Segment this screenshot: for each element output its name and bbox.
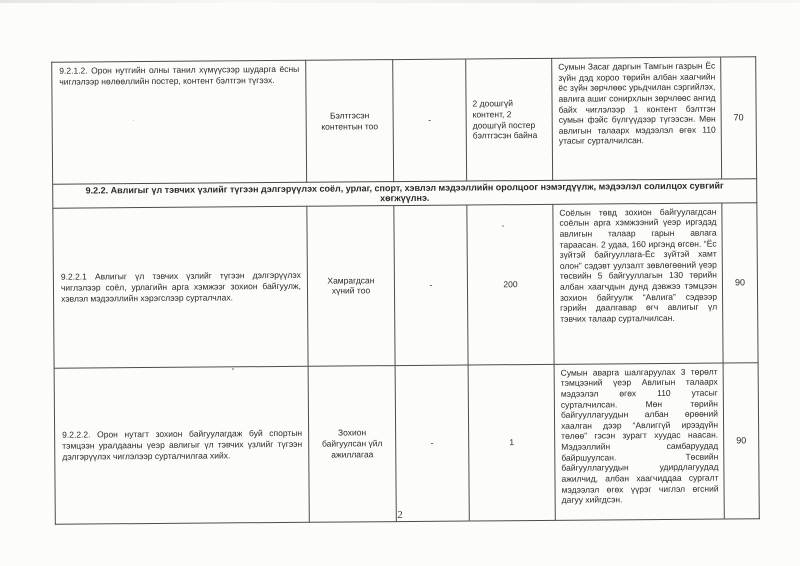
baseline-cell: - (393, 59, 467, 182)
score-cell: 90 (723, 362, 759, 518)
activity-cell: 9.2.2.2. Орон нутагт зохион байгуулагдаж буй спортын тэмцээн уралдааны үеэр авлигыг үл тэвчих үзлийг түгээн дэлгэрүүлэх чиглэлээр сурталчилгаа хийх. (54, 366, 309, 524)
indicator-cell: Бэлтгэсэн контентын тоо (306, 60, 394, 183)
scan-speck (232, 368, 234, 370)
section-header: 9.2.2. Авлигыг үл тэвчих үзлийг түгээн дэлгэрүүлэх соёл, урлаг, спорт, хэвлэл мэдээллийн оролцоог нэмэгдүүлж, мэдээлэл солилцох сувгийг хөгжүүлнэ. (53, 179, 757, 208)
result-cell: 1 (468, 364, 555, 521)
result-cell: 200 (467, 204, 554, 365)
baseline-cell: - (395, 365, 469, 522)
result-cell: 2 доошгүй контент, 2 доошгүй постер бэлтгэсэн байна (466, 58, 553, 181)
score-cell: 70 (721, 57, 757, 179)
performance-cell: Сумын Засаг даргын Тамгын газрын Ёс зүйн дэд хороо төрийн албан хаагчийн ёс зүйн зөрчлөөс урьдчилан сэргийлэх, авлига ашиг сонирхлын зөрчлөөс ангид байх чиглэлээр 1 контент бэлтгэн сумын фэйс бүлгүүдээр түгээсэн. Мөн авлигын талаарх мэдээлэл өгөх 110 утасыг сурталчилсан. (552, 57, 722, 180)
page-number: 2 (397, 509, 403, 521)
performance-table (51, 56, 760, 524)
activity-cell: 9.2.1.2. Орон нутгийн олны танил хүмүүсээр шударга ёсны чиглэлээр нөлөөллийн постер, контент бэлтгэн түгээх. (52, 60, 307, 184)
performance-cell: Соёлын төвд зохион байгуулагдсан соёлын арга хэмжээний үеэр иргэдэд авлигын талаар гарын авлага тараасан. 2 удаа, 160 иргэнд өгсөн. “Ёс зүйтэй байгууллага-Ёс зүйтэй хамт олон” сэдэвт уулзалт зөвлөгөөний үеэр төсвийн 5 байгууллагын 130 төрийн албан хаагчдын дунд дэвжээ тэмцээн зохион байгуулж “Авлига” сэдвээр гэрийн даалгавар өгч авлигыг үл тэвчих талаар сурталчилсан. (553, 203, 723, 364)
scan-artifact-top-edge (0, 0, 800, 3)
scan-speck (133, 120, 134, 121)
indicator-cell: Зохион байгуулсан үйл ажиллагаа (308, 365, 396, 522)
baseline-cell: - (394, 205, 468, 366)
table-row (54, 362, 759, 524)
activity-cell: 9.2.2.1 Авлигыг үл тэвчих үзлийг түгээн дэлгэрүүлэх чиглэлээр соёл, урлагийн арга хэмжээг зохион байгуулж, хэвлэл мэдээллийн хэрэгслээр сурталчлах. (53, 206, 308, 368)
indicator-cell: Хамрагдсан хүний тоо (307, 205, 395, 366)
scan-speck (502, 225, 504, 227)
table-row (53, 202, 758, 368)
performance-table-wrap (51, 56, 759, 524)
score-cell: 90 (722, 202, 758, 362)
performance-cell: Сумын аварга шалгаруулах 3 төрөлт тэмцээний үеэр Авлигын талаарх мэдээлэл өгөх 110 утасыг сурталчилсан. Мөн төрийн байгууллагуудын албан өрөөний хаалган дээр “Авлиггүй ирээдүйн төлөө” гэсэн зурагт хуудас наасан. Мэдээллийн самбаруудад байршуулсан. Төсвийн байгууллагуудын удирдлагуудад ажилчид, албан хаагчиддаа сургалт мэдээлэл өгөх үүрэг чиглэл өгсний дагуу хийгдсэн. (554, 363, 724, 520)
table-row (52, 57, 757, 185)
